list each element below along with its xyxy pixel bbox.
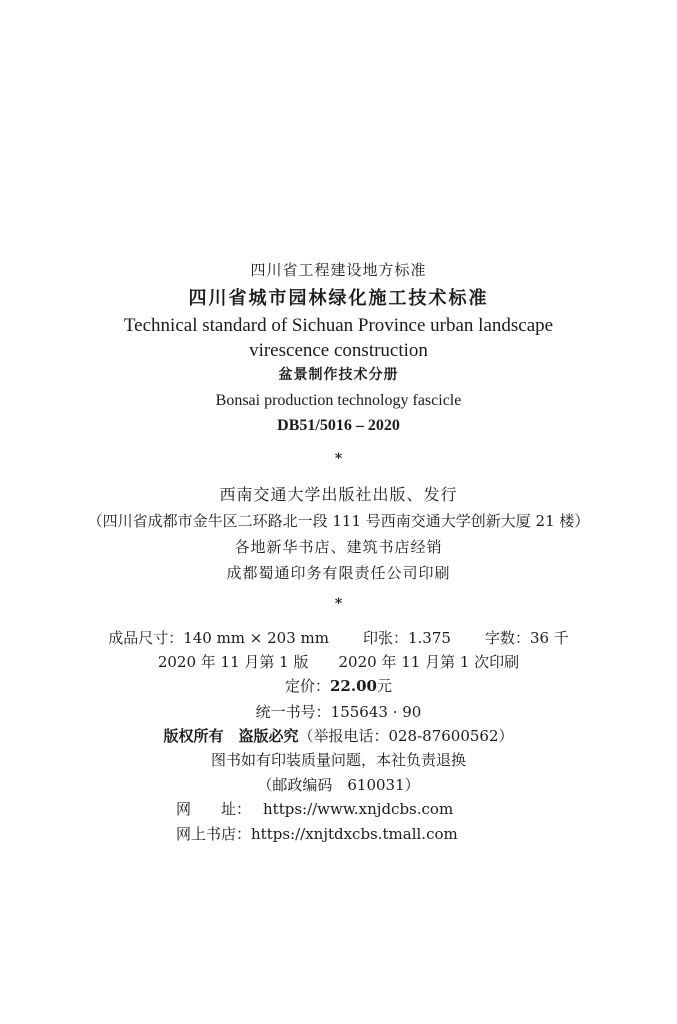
fascicle-chinese: 盆景制作技术分册 [278, 367, 399, 383]
edition: 2020 年 11 月第 1 版 [157, 653, 309, 671]
title-chinese: 四川省城市园林绿化施工技术标准 [188, 288, 489, 309]
separator-star: * [334, 451, 343, 467]
report-hotline: （举报电话：028-87600562） [298, 727, 514, 745]
quality-note: 图书如有印装质量问题，本社负责退换 [210, 751, 466, 769]
publisher: 西南交通大学出版社出版、发行 [219, 485, 458, 504]
book-number: 统一书号：155643 · 90 [255, 703, 422, 721]
word-count: 字数：36 千 [484, 629, 569, 647]
distributor: 各地新华书店、建筑书店经销 [234, 538, 443, 556]
fascicle-english: Bonsai production technology fascicle [215, 392, 462, 409]
standard-code: DB51/5016 – 2020 [277, 417, 400, 434]
online-shop-label: 网上书店： [176, 825, 252, 843]
price-row [0, 679, 677, 694]
online-shop-row [176, 827, 458, 842]
publisher-address: （四川省成都市金牛区二环路北一段 111 号西南交通大学创新大厦 21 楼） [87, 512, 590, 530]
separator-star: * [334, 596, 343, 612]
copyright-notice: 版权所有 盗版必究 [163, 727, 299, 745]
printing: 2020 年 11 月第 1 次印刷 [338, 653, 520, 671]
edition-row [0, 655, 677, 670]
price-unit: 元 [376, 677, 392, 695]
website-row [176, 802, 453, 817]
title-english-line-1: Technical standard of Sichuan Province urban landscape [123, 315, 554, 336]
book-size: 成品尺寸：140 mm × 203 mm [108, 629, 329, 647]
website-label: 网 址： [176, 800, 252, 818]
copyright-row [0, 729, 677, 744]
specs-row [0, 631, 677, 646]
price-value: 22.00 [330, 677, 377, 695]
printer: 成都蜀通印务有限责任公司印刷 [226, 564, 451, 582]
print-sheets: 印张：1.375 [362, 629, 451, 647]
website-url[interactable]: https://www.xnjdcbs.com [263, 800, 454, 818]
series-name: 四川省工程建设地方标准 [250, 261, 427, 279]
postal-code: （邮政编码 610031） [257, 776, 420, 794]
title-english-line-2: virescence construction [249, 340, 428, 361]
online-shop-url[interactable]: https://xnjtdxcbs.tmall.com [251, 825, 458, 843]
price-label: 定价： [284, 677, 330, 695]
